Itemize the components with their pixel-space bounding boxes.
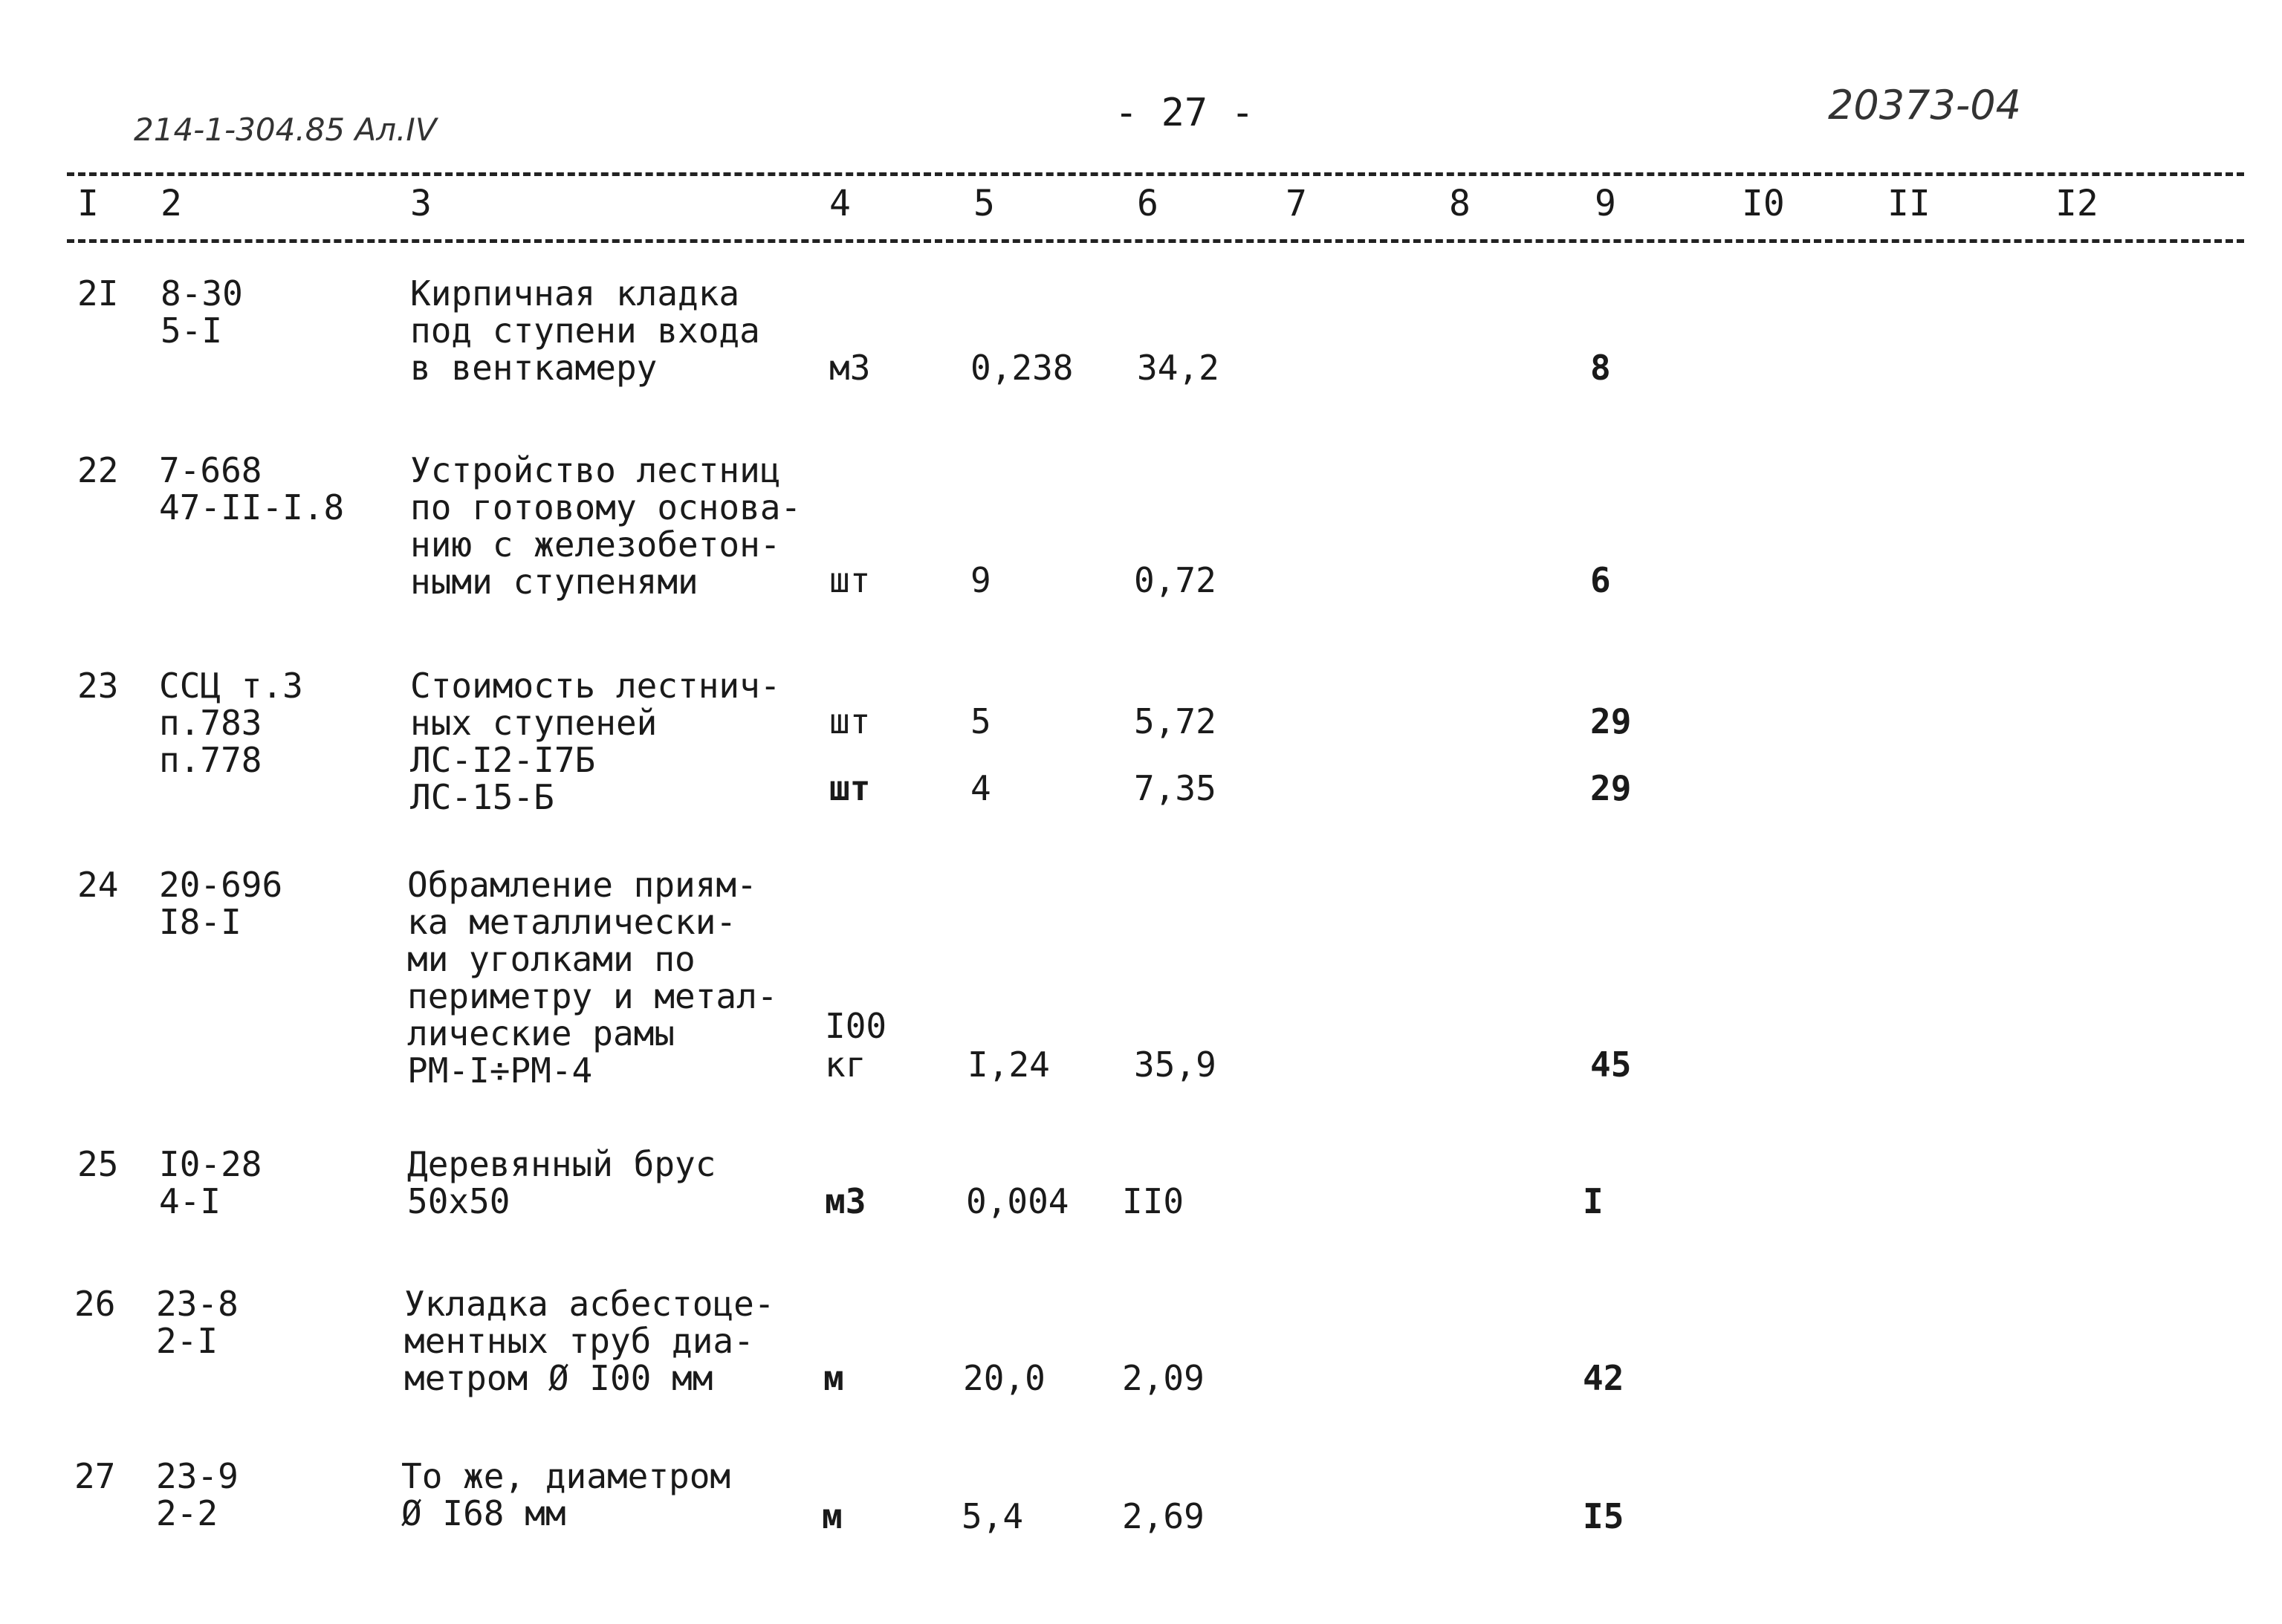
row-description: Кирпичная кладка под ступени входа в венткамеру: [410, 273, 760, 388]
column-header: 4: [829, 183, 851, 224]
column-header: 5: [973, 183, 995, 224]
row-code: 20-696 I8-I: [159, 865, 283, 942]
row-total: I5: [1583, 1496, 1624, 1536]
row-number: 24: [77, 865, 119, 905]
column-header: 6: [1137, 183, 1158, 224]
row-unit: шт: [829, 768, 871, 808]
row-quantity: 5: [970, 701, 991, 741]
row-price: 34,2: [1137, 348, 1219, 388]
row-unit: шт: [829, 560, 871, 600]
row-price: 2,09: [1122, 1358, 1205, 1398]
row-number: 26: [74, 1284, 116, 1324]
header-top-rule: [67, 172, 2244, 176]
row-code: I0-28 4-I: [159, 1144, 262, 1221]
row-number: 22: [77, 450, 119, 490]
row-quantity: 9: [970, 560, 991, 600]
row-total: 45: [1590, 1045, 1632, 1085]
row-code: 23-8 2-I: [156, 1284, 239, 1361]
column-header: I2: [2055, 183, 2098, 224]
row-unit: м3: [825, 1181, 866, 1221]
page-number: - 27 -: [1115, 91, 1254, 135]
row-number: 2I: [77, 273, 119, 314]
row-quantity: I,24: [967, 1045, 1050, 1085]
row-price: 0,72: [1134, 560, 1216, 600]
row-description: Деревянный брус 50х50: [407, 1144, 716, 1221]
row-number: 23: [77, 666, 119, 706]
column-header: 9: [1595, 183, 1616, 224]
column-header: 3: [410, 183, 432, 224]
row-unit: м3: [829, 348, 871, 388]
row-total: 29: [1590, 701, 1632, 741]
column-header: 8: [1449, 183, 1471, 224]
row-number: 27: [74, 1456, 116, 1496]
column-header: 7: [1286, 183, 1307, 224]
row-total: 8: [1590, 348, 1611, 388]
row-unit: кг: [825, 1045, 866, 1085]
row-description: Стоимость лестнич- ных ступеней ЛС-I2-I7Б ЛС-15-Б: [410, 666, 781, 817]
row-description: Устройство лестниц по готовому основа- нию с железобетон- ными ступенями: [410, 450, 802, 602]
row-price: II0: [1122, 1181, 1184, 1221]
handwritten-stamp: 20373-04: [1828, 82, 2021, 129]
row-description: Укладка асбестоце- ментных труб диа- метром Ø I00 мм: [404, 1284, 775, 1398]
row-quantity: 0,238: [970, 348, 1074, 388]
row-quantity: 5,4: [962, 1496, 1024, 1536]
row-description: То же, диаметром Ø I68 мм: [401, 1456, 731, 1533]
row-code: 8-30 5-I: [161, 273, 243, 351]
row-number: 25: [77, 1144, 119, 1184]
row-price: 7,35: [1134, 768, 1216, 808]
row-code: 7-668 47-II-I.8: [159, 450, 345, 527]
row-code: ССЦ т.3 п.783 п.778: [159, 666, 303, 780]
row-code: 23-9 2-2: [156, 1456, 239, 1533]
row-total: 29: [1590, 768, 1632, 808]
row-total: 42: [1583, 1358, 1624, 1398]
row-unit: м: [823, 1358, 844, 1398]
header-bottom-rule: [67, 239, 2244, 243]
row-total: 6: [1590, 560, 1611, 600]
row-price: 35,9: [1134, 1045, 1216, 1085]
row-unit-multiplier: I00: [825, 1006, 887, 1046]
column-header: I0: [1742, 183, 1785, 224]
column-header: II: [1887, 183, 1931, 224]
row-quantity: 0,004: [966, 1181, 1069, 1221]
row-quantity: 20,0: [963, 1358, 1046, 1398]
column-header: I: [77, 183, 99, 224]
row-description: Обрамление приям- ка металлически- ми уголками по периметру и метал- лические рамы РМ-I÷РМ-4: [407, 865, 778, 1091]
row-price: 5,72: [1134, 701, 1216, 741]
document-code: 214-1-304.85 Ал.IV: [134, 111, 437, 148]
row-unit: м: [822, 1496, 843, 1536]
row-unit: шт: [829, 701, 871, 741]
row-price: 2,69: [1122, 1496, 1205, 1536]
column-header: 2: [161, 183, 182, 224]
row-quantity: 4: [970, 768, 991, 808]
row-total: I: [1583, 1181, 1604, 1221]
